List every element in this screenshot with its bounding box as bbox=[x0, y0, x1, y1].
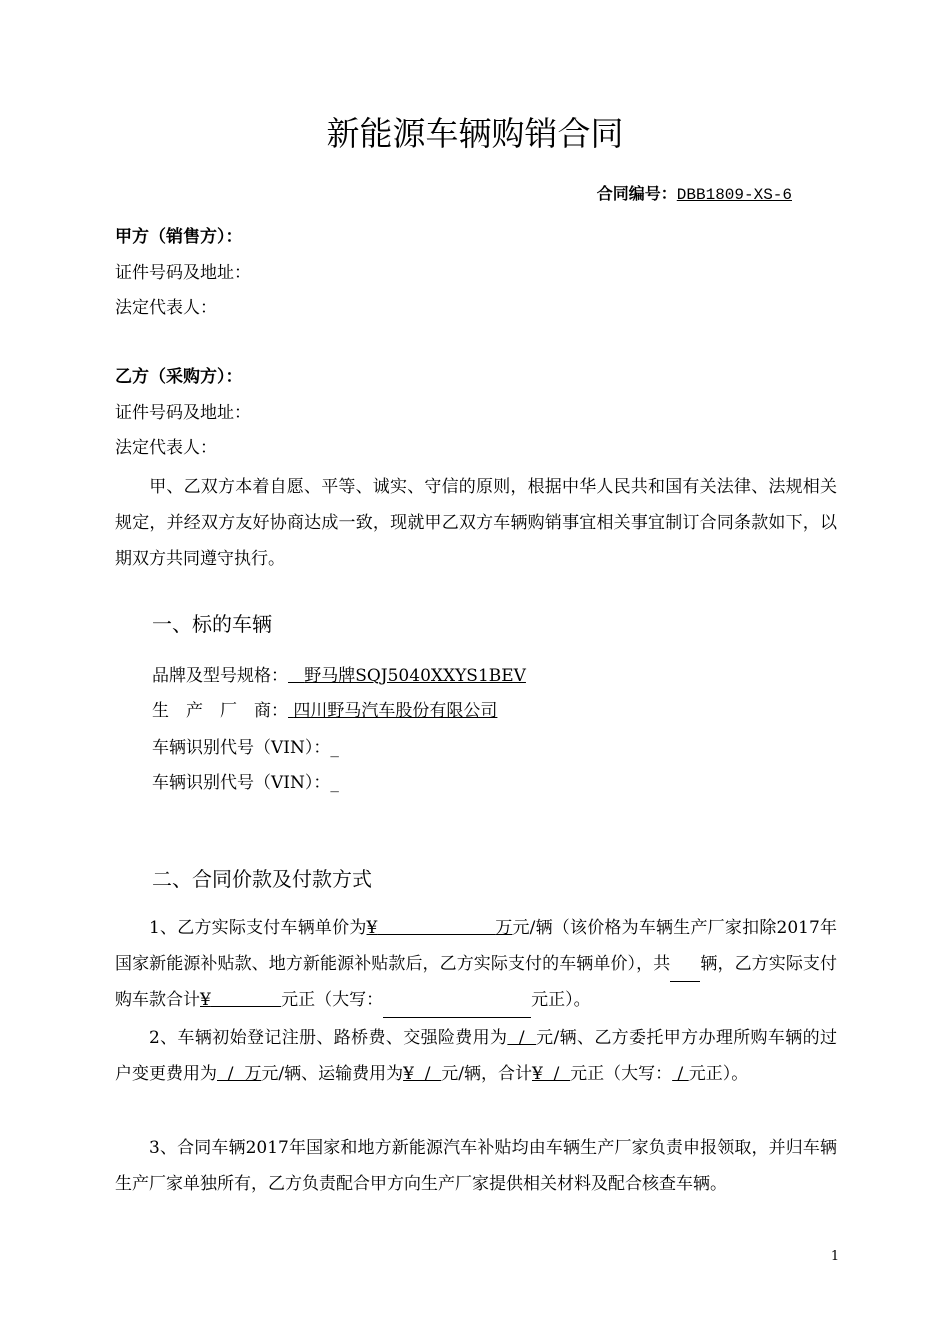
party-a-id-address: 证件号码及地址： bbox=[115, 263, 251, 283]
payment-clause-1: 1、乙方实际支付车辆单价为¥ 万元/辆（该价格为车辆生产厂家扣除2017年国家新能源补贴款、地方新能源补贴款后，乙方实际支付的车辆单价），共 辆，乙方实际支付购车款合计¥ 元正（大写： 元正）。 bbox=[115, 910, 837, 1018]
unit-price-blank: ¥ 万 bbox=[366, 918, 513, 938]
section-1-title: 一、标的车辆 bbox=[152, 612, 272, 636]
party-a-representative: 法定代表人： bbox=[115, 298, 217, 318]
party-b-id-address: 证件号码及地址： bbox=[115, 403, 251, 423]
intro-text: 甲、乙双方本着自愿、平等、诚实、守信的原则，根据中华人民共和国有关法律、法规相关规定，并经双方友好协商达成一致，现就甲乙双方车辆购销事宜相关事宜制订合同条款如下，以期双方共同遵守执行。 bbox=[115, 477, 837, 569]
section-2-title: 二、合同价款及付款方式 bbox=[152, 867, 372, 891]
party-b-heading: 乙方（采购方）： bbox=[115, 367, 243, 387]
vin-row-1: 车辆识别代号（VIN）：_ bbox=[152, 738, 339, 758]
vin-row-2: 车辆识别代号（VIN）：_ bbox=[152, 773, 339, 793]
party-a-heading: 甲方（销售方）： bbox=[115, 227, 243, 247]
contract-number-label: 合同编号： bbox=[596, 184, 677, 203]
document-title: 新能源车辆购销合同 bbox=[326, 114, 624, 153]
manufacturer-row bbox=[152, 696, 497, 721]
page-number: 1 bbox=[830, 1249, 840, 1264]
manufacturer-label: 生 产 厂 商： bbox=[152, 701, 288, 721]
total-price-words-blank bbox=[383, 999, 531, 1018]
brand-model-row bbox=[152, 661, 526, 686]
quantity-blank bbox=[670, 963, 700, 982]
intro-paragraph bbox=[115, 469, 837, 577]
party-b-representative: 法定代表人： bbox=[115, 438, 217, 458]
manufacturer-value: 四川野马汽车股份有限公司 bbox=[293, 701, 498, 721]
total-price-blank: ¥ bbox=[200, 990, 211, 1010]
contract-number-value: DBB1809-XS-6 bbox=[676, 186, 792, 204]
contract-number bbox=[597, 181, 792, 204]
payment-clause-2: 2、车辆初始登记注册、路桥费、交强险费用为 / 元/辆、乙方委托甲方办理所购车辆的过户变更费用为 / 万元/辆、运输费用为¥ / 元/辆，合计¥ / 元正（大写： / 元正）。 bbox=[115, 1028, 837, 1084]
brand-label: 品牌及型号规格： bbox=[152, 666, 288, 686]
brand-value: 野马牌SQJ5040XXYS1BEV bbox=[304, 666, 526, 686]
payment-clause-3: 3、合同车辆2017年国家和地方新能源汽车补贴均由车辆生产厂家负责申报领取，并归车辆生产厂家单独所有，乙方负责配合甲方向生产厂家提供相关材料及配合核查车辆。 bbox=[115, 1138, 837, 1194]
